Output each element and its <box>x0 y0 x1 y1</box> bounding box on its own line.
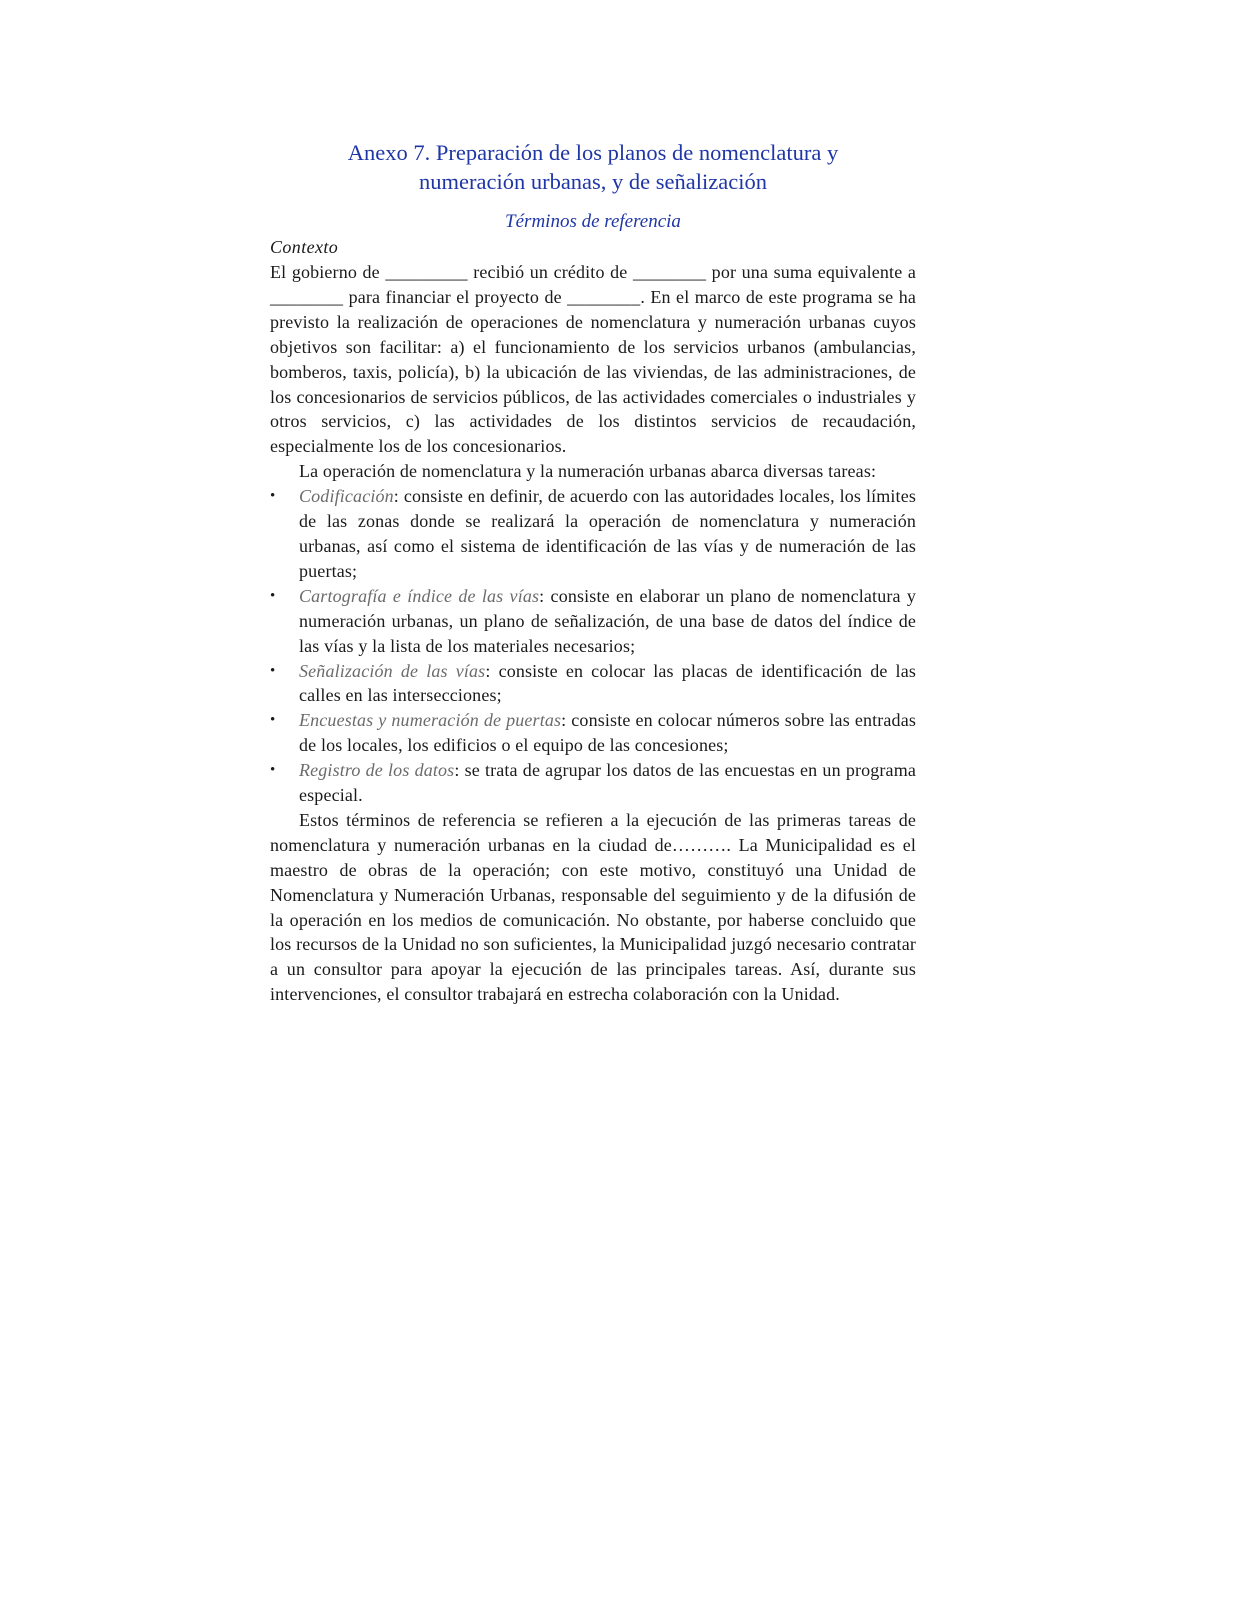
paragraph-tasks-intro: La operación de nomenclatura y la numeración urbanas abarca diversas tareas: <box>299 461 877 482</box>
task-term: Señalización de las vías <box>299 660 486 681</box>
title-line-1: Anexo 7. Preparación de los planos de nomenclatura y <box>347 140 839 165</box>
document-page <box>270 138 916 1007</box>
paragraph-context: El gobierno de _________ recibió un crédito de ________ por una suma equivalente a ________ para financiar el proyecto de ________. En el marco de este programa se ha previsto la realización de operaciones de nomenclatura y numeración urbanas cuyos objetivos son facilitar: a) el funcionamiento de los servicios urbanos (ambulancias, bomberos, taxis, policía), b) la ubicación de las viviendas, de las administraciones, de los concesionarios de servicios públicos, de las actividades comerciales o industriales y otros servicios, c) las actividades de los distintos servicios de recaudación, especialmente los de los concesionarios. <box>270 262 916 457</box>
document-title <box>270 138 916 196</box>
task-term: Encuestas y numeración de puertas <box>299 710 562 731</box>
task-term: Cartografía e índice de las vías <box>299 585 540 606</box>
bullet-icon: • <box>270 762 276 779</box>
task-item <box>270 758 916 808</box>
task-description: : consiste en colocar números sobre las entradas de los locales, los edificios o el equipo de las concesiones; <box>299 710 916 756</box>
task-item <box>270 584 916 659</box>
task-description: : consiste en colocar las placas de identificación de las calles en las intersecciones; <box>299 660 916 706</box>
task-item <box>270 659 916 709</box>
section-heading-contexto: Contexto <box>270 237 339 257</box>
paragraph-scope: Estos términos de referencia se refieren a la ejecución de las primeras tareas de nomenclatura y numeración urbanas en la ciudad de………. La Municipalidad es el maestro de obras de la operación; con este motivo, constituyó una Unidad de Nomenclatura y Numeración Urbanas, responsable del seguimiento y de la difusión de la operación en los medios de comunicación. No obstante, por haberse concluido que los recursos de la Unidad no son suficientes, la Municipalidad juzgó necesario contratar a un consultor para apoyar la ejecución de las principales tareas. Así, durante sus intervenciones, el consultor trabajará en estrecha colaboración con la Unidad. <box>270 809 916 1005</box>
bullet-icon: • <box>270 587 276 604</box>
task-term: Codificación <box>299 486 394 507</box>
task-description: : consiste en definir, de acuerdo con las autoridades locales, los límites de las zonas donde se realizará la operación de nomenclatura y numeración urbanas, así como el sistema de identificación de las vías y de numeración de las puertas; <box>299 486 916 581</box>
task-item <box>270 484 916 584</box>
task-item <box>270 708 916 758</box>
bullet-icon: • <box>270 662 276 679</box>
document-subtitle: Términos de referencia <box>505 211 681 232</box>
bullet-icon: • <box>270 712 276 729</box>
task-description: : consiste en elaborar un plano de nomenclatura y numeración urbanas, un plano de señalización, de una base de datos del índice de las vías y la lista de los materiales necesarios; <box>299 585 916 656</box>
bullet-icon: • <box>270 488 276 505</box>
task-description: : se trata de agrupar los datos de las encuestas en un programa especial. <box>299 760 916 806</box>
task-term: Registro de los datos <box>299 760 455 781</box>
task-list <box>270 484 916 808</box>
title-line-2: numeración urbanas, y de señalización <box>419 169 767 194</box>
